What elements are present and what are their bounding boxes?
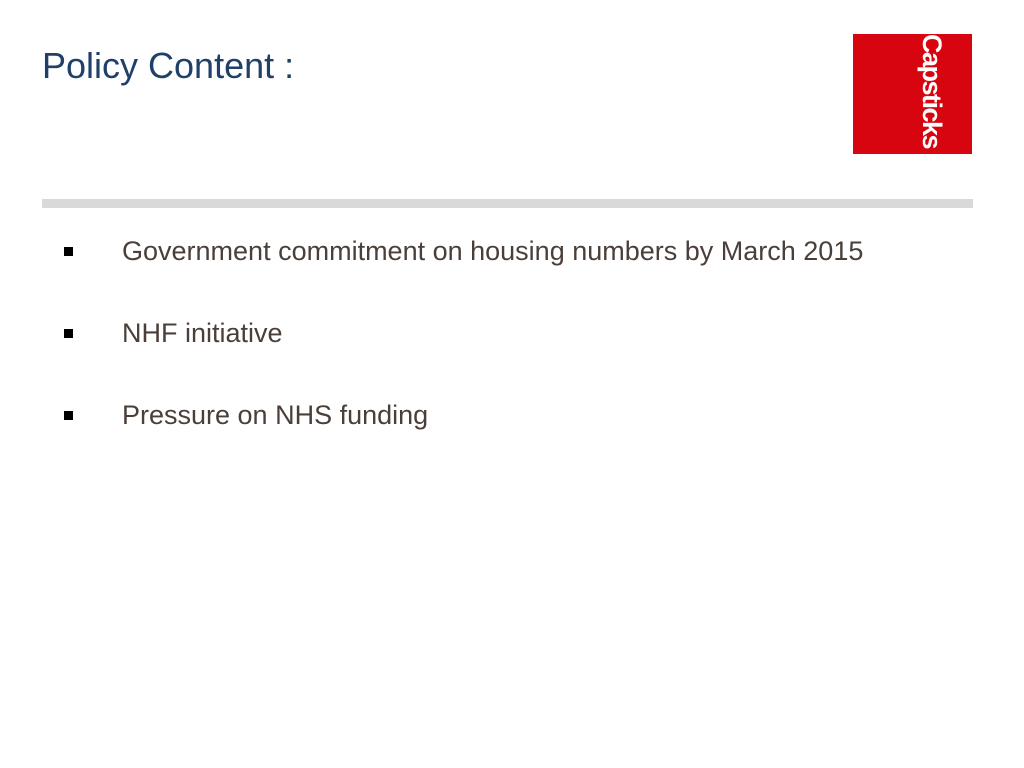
bullet-text: NHF initiative	[122, 318, 283, 348]
square-bullet-icon	[64, 411, 73, 420]
slide-title: Policy Content :	[42, 45, 295, 86]
square-bullet-icon	[64, 247, 73, 256]
list-item	[0, 314, 922, 352]
capsticks-logo	[853, 34, 972, 154]
title-divider	[42, 199, 973, 208]
bullet-list	[0, 232, 1024, 434]
bullet-text: Pressure on NHS funding	[122, 400, 429, 430]
bullet-text: Government commitment on housing numbers by March 2015	[122, 236, 864, 266]
list-item	[0, 396, 922, 434]
list-item	[0, 232, 922, 270]
square-bullet-icon	[64, 329, 73, 338]
logo-wordmark: Capsticks	[917, 34, 947, 149]
